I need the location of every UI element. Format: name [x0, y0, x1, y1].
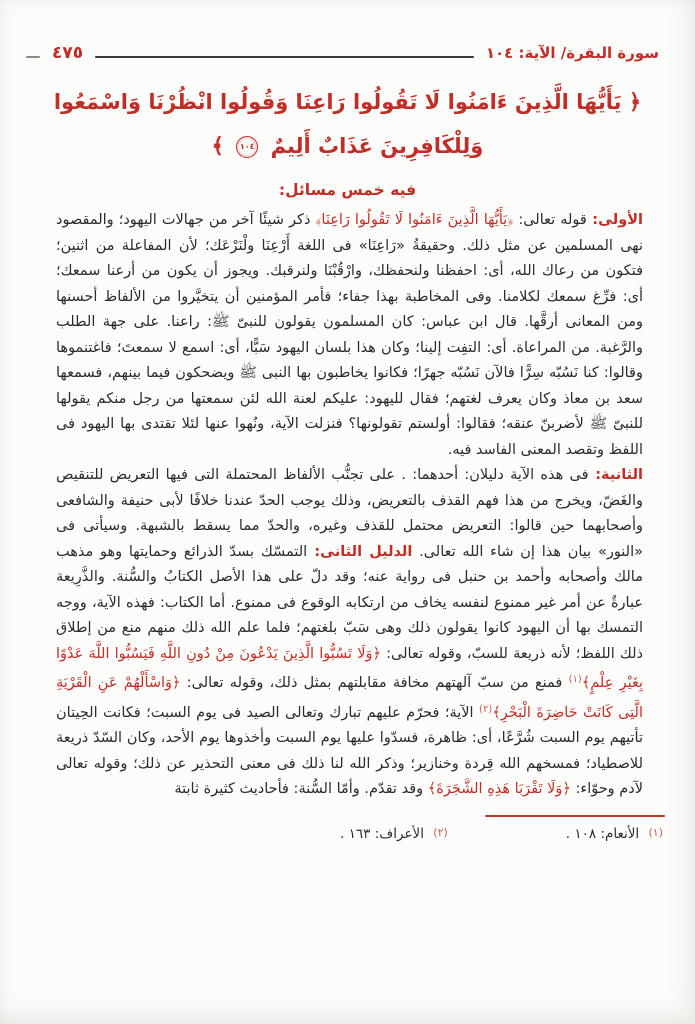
inline-quran-quote: ﴿وَلَا تَقْرَبَا هَذِهِ الشَّجَرَةَ﴾: [427, 781, 571, 797]
body-text-run: ذكر شيئًا آخر من جهالات اليهود؛ والمقصود نهى المسلمين عن مثل ذلك. وحقيقةُ «رَاعِنَا» فى اللغة أَرْعِنَا ولْنَرْعَك؛ لأن المفاعلة من اثنين؛ فتكون من رعاك الله، أى: احفظنا ولنحفظك، وارْقُبْنَا ولنرقبك. ويجوز أن يكون من أرعنا سمعك؛ أى: فرِّغ سمعك لكلامنا. وفى المخاطبة بهذا جفاء؛ فأمر المؤمنين أن يتخيَّروا من الألفاظ أحسنها ومن المعانى أرقَّها. قال ابن عباس: كان المسلمون يقولون للنبىّ ﷺ: راعنا. على جهة الطلب والرَّغبة. من المراعاة. أى: التفِت إلينا؛ وكان هذا بلسان اليهود سَبًّا، أى: اسمع لا سمعتَ؛ فاغتنموها وقالوا: كنا نَسُبّه سِرًّا فالآن نَسُبّه جهرًا؛ فكانوا يخاطبون بها النبى ﷺ ويضحكون فيما بينهم، فسمعها سعد بن معاذ وكان يعرف لغتهم؛ فقال لليهود: عليكم لعنة الله لئن سمعتها من رجل منكم يقولها للنبىّ ﷺ لأضربنّ عنقه؛ فقالوا: أولستم تقولونها؟ فنزلت الآية، ونُهوا عنها لئلا تقتدى بها اليهود فى اللفظ وتقصد المعنى الفاسد فيه.: [56, 212, 643, 458]
footnote-ref: (١): [568, 674, 582, 685]
inline-quran-quote: ﴿وَلَا تَسُبُّوا الَّذِينَ يَدْعُونَ مِنْ دُونِ اللَّهِ فَيَسُبُّوا اللَّهَ عَدْوًا بِغَيْرِ عِلْمٍ﴾: [56, 645, 643, 691]
section-heading: الأولى:: [586, 212, 643, 228]
footnote-2-text: الأعراف: ١٦٣ .: [340, 825, 424, 842]
inline-quran-quote: ﴿يَأَيُّهَا الَّذِينَ ءَامَنُوا لَا تَقُولُوا رَاعِنَا﴾: [315, 212, 514, 228]
footnote-separator-rule: [485, 815, 665, 817]
inline-quran-quote: ﴿وَاسْأَلْهُمْ عَنِ الْقَرْيَةِ الَّتِى كَانَتْ حَاضِرَةَ الْبَحْرِ﴾: [56, 675, 643, 721]
quran-verse-block: [0, 80, 695, 168]
body-text: [0, 208, 695, 803]
header-rule: [95, 56, 474, 58]
body-text-run: وقد تقدّم. وأمّا السُّنة: فأحاديث كثيرة ثابتة: [174, 781, 428, 797]
body-text-run: قوله تعالى:: [513, 212, 587, 228]
surah-ayah-title: سورة البقرة/ الآية: ١٠٤: [485, 44, 659, 62]
paragraph-second-issue: [56, 463, 643, 803]
footnotes-section: [0, 815, 695, 842]
footnote-1-text: الأنعام: ١٠٨ .: [565, 825, 640, 842]
masail-count-heading: فيه خمس مسائل:: [278, 181, 417, 199]
paragraph-first-issue: [56, 208, 643, 463]
closing-ornate-bracket-icon: ﴾: [211, 134, 224, 158]
footnote-ref: (٢): [479, 703, 493, 715]
ayah-number-rosette: ١٠٤: [236, 136, 258, 158]
verse-line-1: ﴿ يَأَيُّهَا الَّذِينَ ءَامَنُوا لَا تَقُولُوا رَاعِنَا وَقُولُوا انْظُرْنَا وَاسْمَعُوا: [53, 90, 642, 114]
section-heading: الثانية:: [588, 467, 643, 483]
verse-line-2-text: وَلِلْكَافِرِينَ عَذَابٌ أَلِيمٌ: [270, 134, 484, 158]
page-number: ٤٧٥: [52, 42, 84, 63]
header-edge-dash: [26, 56, 40, 58]
footnote-2: [340, 826, 448, 842]
body-text-run: التمسّك بسدّ الذرائع وحمايتها وهو مذهب مالك وأصحابه وأحمد بن حنبل فى رواية عنه؛ وقد دلّ على هذا الأصل الكتابُ والسُّنة. والذَّرِيعة عبارةٌ عن أمر غير ممنوع لنفسه يخاف من ارتكابه الوقوع فى ممنوع. أما الكتاب: فهذه الآية، ووجه التمسك بها أن اليهود كانوا يقولون ذلك وهى سَبّ بلغتهم؛ فلما علم الله ذلك منهم منع من إطلاق ذلك اللفظ؛ لأنه ذريعة للسبّ، وقوله تعالى:: [56, 543, 643, 662]
footnote-row: [0, 826, 695, 842]
body-text-run: فى هذه الآية دليلان: أحدهما: . على تجنُّب الألفاظ المحتملة التى فيها التعريض للتنقيص والغَضّ، ويخرج من هذا فهم القذف بالتعريض، وذلك يوجب الحدّ عندنا خلافًا لأبى حنيفة والشافعى وأصحابهما حين قالوا: التعريض محتمل للقذف وغيره، والحدّ مما يسقط بالشبهة. وسيأتى فى «النور» بيان هذا إن شاء الله تعالى.: [56, 467, 644, 560]
body-text-run: فمنع من سبّ آلهتهم مخافة مقابلتهم بمثل ذلك، وقوله تعالى:: [180, 675, 569, 691]
body-text-run: الآية؛ فحرّم عليهم تبارك وتعالى الصيد فى يوم السبت؛ فكانت الحِيتان تأتيهم يوم السبت شُرَّعًا، أى: ظاهرة، فسدّوا عليها يوم السبت وأخذوها يوم الأحد، وكان السّدّ ذريعة للاصطياد؛ فمسخهم الله قِردة وخنازير؛ وذكر الله لنا ذلك فى معنى التحذير عن ذلك؛ وقوله تعالى لآدم وحوّاء:: [56, 704, 643, 797]
verse-line-2: [0, 124, 695, 168]
footnote-1: [566, 826, 663, 842]
section-heading: الدليل الثانى:: [307, 543, 413, 560]
page-header: [0, 0, 695, 62]
footnote-2-number: (٢): [433, 825, 448, 839]
footnote-1-number: (١): [648, 825, 663, 839]
